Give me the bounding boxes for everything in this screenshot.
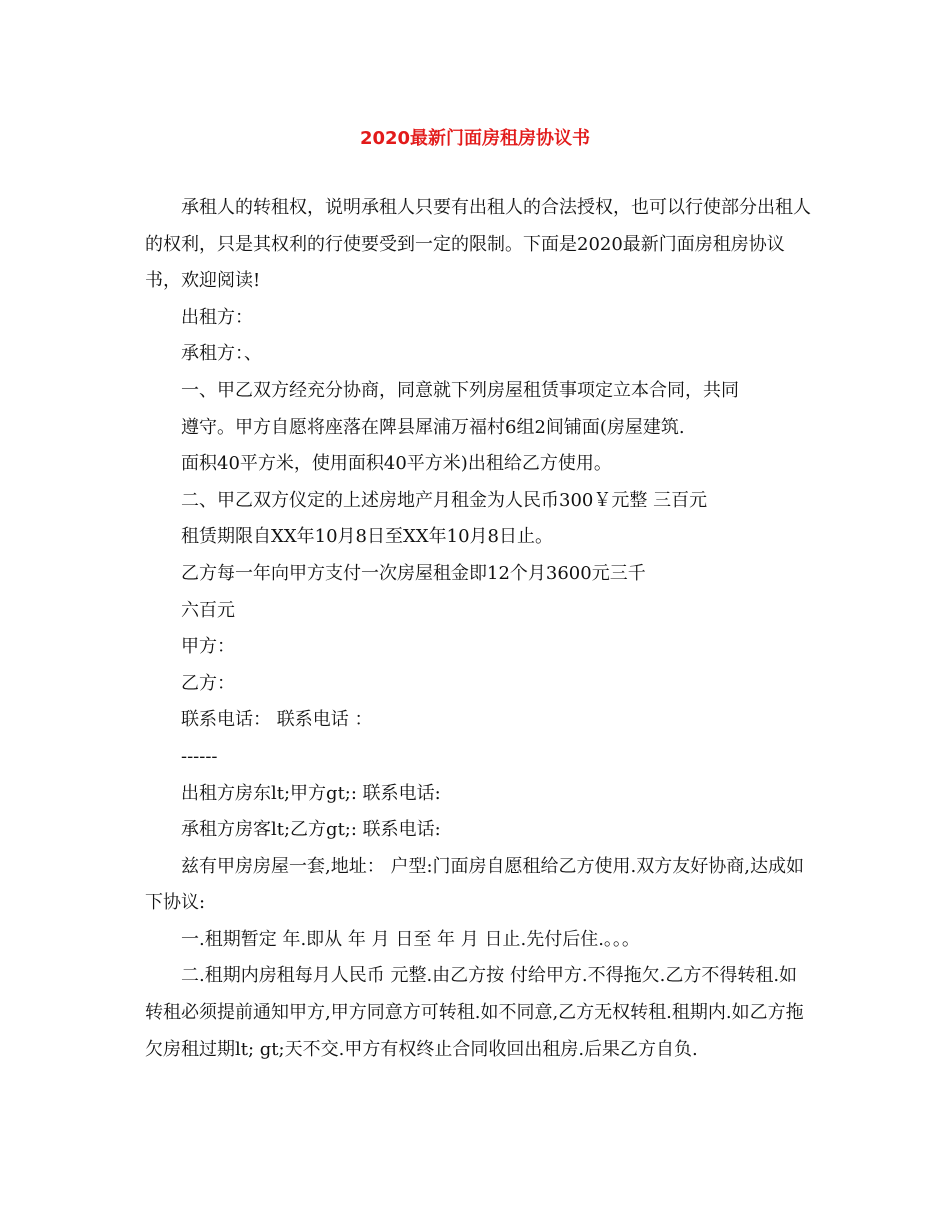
- party-a-line: 甲方：: [181, 636, 235, 658]
- divider-line: ------: [181, 745, 218, 767]
- clause-2-line-4: 六百元: [181, 599, 235, 621]
- document-title: 2020最新门面房租房协议书: [359, 128, 591, 149]
- phones-line: 联系电话： 联系电话 ：: [181, 709, 373, 731]
- term-2-paragraph: 二.租期内房租每月人民币 元整.由乙方按 付给甲方.不得拖欠.乙方不得转租.如转租必须提前通知甲方,甲方同意方可转租.如不同意,乙方无权转租.租期内.如乙方拖欠房租过期lt; gt;天不交.甲方有权终止合同收回出租房.后果乙方自负.: [145, 965, 804, 1060]
- term-1-paragraph: 一.租期暂定 年.即从 年 月 日至 年 月 日止.先付后住.。。。: [181, 928, 640, 950]
- lessor-line: 出租方：: [181, 306, 253, 328]
- clause-2-line-1: 二、甲乙双方仪定的上述房地产月租金为人民币300￥元整 三百元: [181, 489, 708, 511]
- clause-1-line-3: 面积40平方米，使用面积40平方米)出租给乙方使用。: [181, 453, 612, 475]
- clause-1-line-1: 一、甲乙双方经充分协商，同意就下列房屋租赁事项定立本合同，共同: [181, 379, 739, 401]
- clause-2-line-3: 乙方每一年向甲方支付一次房屋租金即12个月3600元三千: [181, 562, 646, 584]
- clause-1-line-2: 遵守。甲方自愿将座落在陴县犀浦万福村6组2间铺面(房屋建筑.: [181, 416, 685, 438]
- lessee-tenant-line: 承租方房客lt;乙方gt;: 联系电话:: [181, 819, 441, 841]
- clause-2-line-2: 租赁期限自XX年10月8日至XX年10月8日止。: [181, 526, 553, 548]
- lessee-line: 承租方：、: [181, 343, 262, 365]
- house-paragraph: 兹有甲房房屋一套,地址： 户型:门面房自愿租给乙方使用.双方友好协商,达成如下协议:: [145, 855, 804, 914]
- intro-paragraph: 承租人的转租权，说明承租人只要有出租人的合法授权，也可以行使部分出租人的权利，只是其权利的行使要受到一定的限制。下面是2020最新门面房租房协议书，欢迎阅读!: [145, 197, 811, 292]
- party-b-line: 乙方：: [181, 672, 235, 694]
- document-body: [145, 190, 813, 1068]
- lessor-landlord-line: 出租方房东lt;甲方gt;: 联系电话:: [181, 782, 441, 804]
